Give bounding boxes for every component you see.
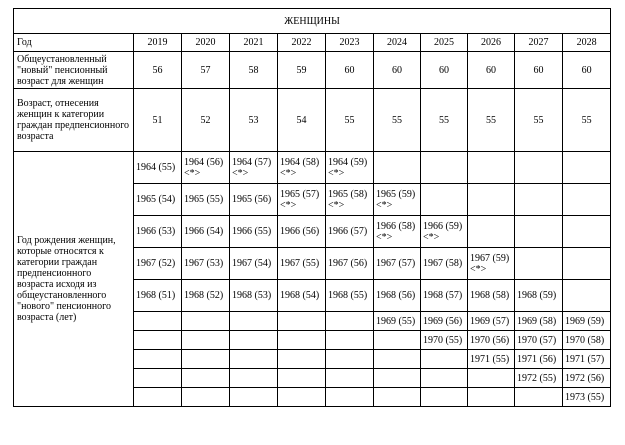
birth-year-cell: 1973 (55) [563,388,611,407]
birth-year-cell: 1971 (55) [468,350,515,369]
birth-year-cell: 1965 (58) <*> [326,184,374,216]
birth-year-cell: 1966 (54) [182,216,230,248]
birth-year-cell [421,369,468,388]
birth-year-cell: 1968 (56) [374,280,421,312]
year-header-2028: 2028 [563,34,611,52]
birth-year-cell [278,369,326,388]
birth-year-cell [374,331,421,350]
new-age-value: 60 [515,52,563,89]
year-header-2025: 2025 [421,34,468,52]
pre-age-value: 51 [134,89,182,152]
year-header-2022: 2022 [278,34,326,52]
birth-year-cell [468,184,515,216]
birth-year-cell [326,350,374,369]
birth-year-cell: 1964 (58) <*> [278,152,326,184]
birth-year-cell [182,350,230,369]
birth-year-cell: 1969 (57) [468,312,515,331]
birth-year-cell [515,152,563,184]
birth-year-cell [182,388,230,407]
birth-year-cell: 1969 (55) [374,312,421,331]
birth-year-cell: 1968 (51) [134,280,182,312]
birth-year-cell [278,388,326,407]
birth-year-cell: 1967 (52) [134,248,182,280]
new-age-value: 60 [563,52,611,89]
birth-year-cell: 1971 (57) [563,350,611,369]
new-age-value: 60 [468,52,515,89]
new-age-value: 59 [278,52,326,89]
birth-year-cell [374,152,421,184]
birth-year-cell: 1972 (55) [515,369,563,388]
birth-year-cell [134,312,182,331]
birth-year-cell [134,350,182,369]
birth-year-cell [134,388,182,407]
birth-year-cell [278,312,326,331]
birth-year-cell: 1968 (59) [515,280,563,312]
table-title: ЖЕНЩИНЫ [14,9,611,34]
birth-year-cell: 1965 (54) [134,184,182,216]
birth-year-cell: 1965 (57) <*> [278,184,326,216]
birth-year-cell [468,216,515,248]
header-label: Год [14,34,134,52]
birth-year-cell [515,388,563,407]
birth-year-cell: 1967 (58) [421,248,468,280]
birth-year-cell: 1970 (55) [421,331,468,350]
birth-year-cell [230,350,278,369]
birth-year-cell [421,184,468,216]
pre-age-label: Возраст, отнесения женщин к категории граждан предпенсионного возраста [14,89,134,152]
birth-year-cell: 1966 (56) [278,216,326,248]
new-age-value: 60 [326,52,374,89]
pre-age-value: 55 [563,89,611,152]
birth-year-cell: 1967 (53) [182,248,230,280]
pre-age-value: 55 [421,89,468,152]
birth-year-cell: 1971 (56) [515,350,563,369]
pre-age-value: 54 [278,89,326,152]
birth-year-cell [182,369,230,388]
birth-year-cell: 1968 (54) [278,280,326,312]
year-header-2020: 2020 [182,34,230,52]
birth-year-cell [326,369,374,388]
birth-year-cell [421,350,468,369]
new-age-value: 56 [134,52,182,89]
birth-year-cell: 1968 (53) [230,280,278,312]
birth-year-cell [421,388,468,407]
birth-year-cell: 1969 (56) [421,312,468,331]
birth-year-cell [278,331,326,350]
birth-year-cell: 1968 (57) [421,280,468,312]
year-header-2026: 2026 [468,34,515,52]
birth-year-cell [134,331,182,350]
birth-year-cell: 1970 (58) [563,331,611,350]
birth-year-cell [326,388,374,407]
birth-year-cell: 1966 (53) [134,216,182,248]
birth-year-cell [374,369,421,388]
year-header-2023: 2023 [326,34,374,52]
birth-year-cell: 1969 (58) [515,312,563,331]
birth-year-cell: 1964 (56) <*> [182,152,230,184]
year-header-2021: 2021 [230,34,278,52]
pre-age-value: 55 [326,89,374,152]
birth-year-cell [468,152,515,184]
birth-year-cell: 1968 (52) [182,280,230,312]
pre-age-value: 55 [515,89,563,152]
birth-year-cell: 1966 (55) [230,216,278,248]
pre-age-value: 55 [374,89,421,152]
birth-year-cell: 1967 (57) [374,248,421,280]
birth-year-cell: 1970 (57) [515,331,563,350]
birth-year-cell: 1966 (59) <*> [421,216,468,248]
birth-year-cell [468,369,515,388]
pre-age-value: 53 [230,89,278,152]
birth-year-cell [563,184,611,216]
pension-age-table [13,8,611,407]
birth-year-cell: 1964 (57) <*> [230,152,278,184]
birth-year-cell: 1966 (58) <*> [374,216,421,248]
pre-age-value: 55 [468,89,515,152]
birth-year-cell: 1972 (56) [563,369,611,388]
birth-year-cell [563,248,611,280]
new-age-value: 60 [374,52,421,89]
birth-year-cell: 1969 (59) [563,312,611,331]
birth-year-cell: 1967 (55) [278,248,326,280]
birth-year-cell [326,331,374,350]
birth-year-cell [515,184,563,216]
birth-year-cell: 1967 (54) [230,248,278,280]
birth-year-label: Год рождения женщин, которые относятся к категории граждан предпенсионного возраста исходя из общеустановленного "нового" пенсионного возраста (лет) [14,152,134,407]
birth-year-cell [182,331,230,350]
new-age-value: 57 [182,52,230,89]
birth-year-cell [134,369,182,388]
year-header-2024: 2024 [374,34,421,52]
birth-year-cell [230,369,278,388]
birth-year-cell: 1967 (56) [326,248,374,280]
birth-year-cell: 1965 (55) [182,184,230,216]
birth-year-cell [515,216,563,248]
year-header-2027: 2027 [515,34,563,52]
birth-year-cell [326,312,374,331]
birth-year-cell: 1964 (55) [134,152,182,184]
year-header-2019: 2019 [134,34,182,52]
birth-year-cell: 1968 (55) [326,280,374,312]
birth-year-cell: 1970 (56) [468,331,515,350]
birth-year-cell [515,248,563,280]
birth-year-cell [230,388,278,407]
birth-year-cell [230,312,278,331]
birth-year-cell [182,312,230,331]
birth-year-cell: 1966 (57) [326,216,374,248]
birth-year-cell [278,350,326,369]
birth-year-cell [230,331,278,350]
birth-year-cell [374,350,421,369]
birth-year-cell: 1968 (58) [468,280,515,312]
birth-year-cell: 1965 (59) <*> [374,184,421,216]
birth-year-cell: 1967 (59) <*> [468,248,515,280]
birth-year-cell [374,388,421,407]
birth-year-cell [563,216,611,248]
birth-year-cell [563,280,611,312]
new-age-label: Общеустановленный "новый" пенсионный возраст для женщин [14,52,134,89]
table-row [14,152,611,184]
pre-age-value: 52 [182,89,230,152]
birth-year-cell: 1965 (56) [230,184,278,216]
birth-year-cell: 1964 (59) <*> [326,152,374,184]
new-age-value: 58 [230,52,278,89]
birth-year-cell [468,388,515,407]
new-age-value: 60 [421,52,468,89]
birth-year-cell [563,152,611,184]
birth-year-cell [421,152,468,184]
